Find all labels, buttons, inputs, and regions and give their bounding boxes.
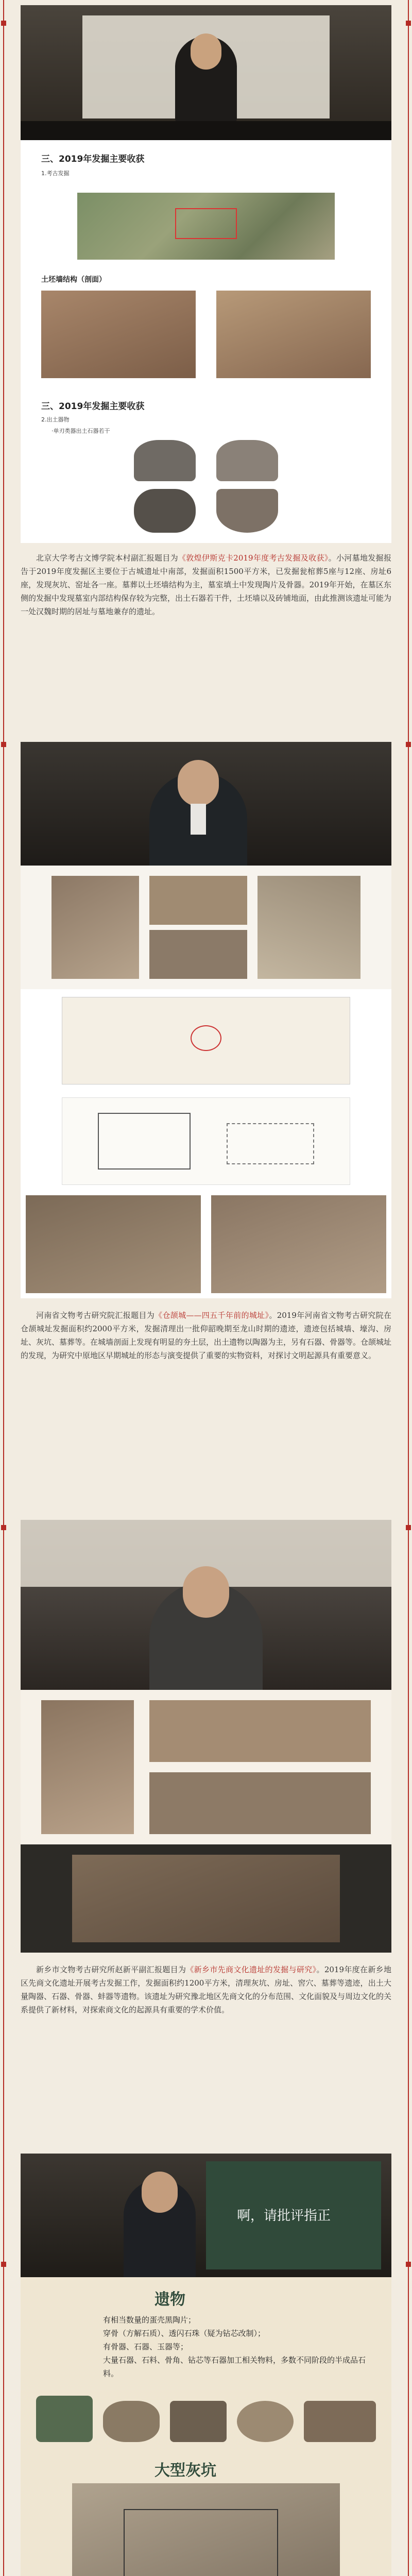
speaker-text: 赵新平副汇报题目为 [115, 1965, 186, 1974]
slide-excavation-photos [21, 866, 391, 989]
relics-bullet: 有骨器、石器、玉器等； [103, 2342, 188, 2351]
frame-ornament [1, 2262, 6, 2267]
frame-ornament [406, 21, 411, 26]
site-map [21, 989, 391, 1092]
aerial-photo [21, 188, 391, 265]
slide-title: 三、2019年发掘主要收获 [41, 154, 145, 164]
text-lead: 河南省文物考古研究院 [36, 1311, 115, 1320]
report-title: 《敦煌伊斯克卡2019年度考古发掘及收获》 [178, 553, 329, 563]
slide-relics [21, 2277, 391, 2452]
site-plan [21, 1092, 391, 1190]
frame-ornament [406, 742, 411, 747]
report-title: 《新乡市先商文化遗址的发掘与研究》 [186, 1965, 317, 1974]
text-lead: 北京大学考古文博学院 [36, 553, 115, 563]
frame-ornament [1, 742, 6, 747]
speaker-photo-3 [21, 1520, 391, 1690]
speaker-photo-2 [21, 742, 391, 866]
relics-bullet: 有相当数量的蛋壳黑陶片； [103, 2315, 196, 2325]
frame-ornament [1, 1525, 6, 1530]
slide-trench-plans [21, 1690, 391, 1844]
frame-ornament [406, 2262, 411, 2267]
speaker-text: 本村副汇报题目为 [115, 553, 178, 563]
pit-photo [21, 1844, 391, 1953]
slide-subtitle: 2.出土器物 [41, 416, 70, 423]
slide-chamber-structure [21, 265, 391, 388]
relics-bullet: 大量石器、石料、骨角、钻芯等石器加工相关物料，多数不同阶段的半成品石料。 [103, 2355, 366, 2378]
frame-ornament [406, 1525, 411, 1530]
slide-artifacts [21, 388, 391, 543]
report-title: 《仓颉城——四五千年前的城址》 [154, 1311, 269, 1320]
paragraph-body: 。2019年度在新乡地区先商文化遗址开展考古发掘工作，发掘面积约1200平方米，清理灰坑、房址、窖穴、墓葬等遗迹，出土大量陶器、石器、骨器、蚌器等遗物。该遗址为研究豫北地区先商文化的分布范围、文化面貌及与周边文化的关系提供了新材料，对探索商文化的起源具有重要的学术价值。 [21, 1965, 392, 2014]
slide-note: ·单刃类器出土石器若干 [52, 428, 110, 434]
slide-title: 三、2019年发掘主要收获 [41, 401, 145, 412]
frame-ornament [1, 21, 6, 26]
text-lead: 新乡市文物考古研究所 [36, 1965, 115, 1974]
speaker-photo-4 [21, 2154, 391, 2277]
chalkboard-text: 啊，请批评指正 [237, 2208, 331, 2224]
relics-list [103, 2313, 371, 2380]
relics-bullet: 穿骨（方解石质）、透闪石珠（疑为钻芯改制）； [103, 2329, 266, 2338]
paragraph-body: 。小河墓地发掘报告于2019年度发掘区主要位于古城遗址中南部，发掘面积1500平方米，已发掘瓮棺葬5座与12座、房址6座，发现灰坑、窑址各一座。墓葬以土坯墙结构为主，墓室填土中发现陶片及骨器。2019年开始，在墓区东侧的发掘中发现墓室内部结构保存较为完整，出土石器若干件，土坯墙以及砖铺地面，由此推测该遗址可能为一处汉魏时期的居址与墓地兼存的遗址。 [21, 553, 392, 616]
paragraph-3 [21, 1963, 391, 2016]
speaker-text: 汇报题目为 [115, 1311, 155, 1320]
paragraph-body: 。2019年河南省文物考古研究院在仓颉城址发掘面积约2000平方米，发掘清理出一批仰韶晚期至龙山时期的遗迹，遗迹包括城墙、壕沟、房址、灰坑、墓葬等。在城墙剖面上发现有明显的夯土层，出土遗物以陶器为主，另有石器、骨器等。仓颉城址的发现，为研究中原地区早期城址的形态与演变提供了重要的实物资料，对探讨文明起源具有重要意义。 [21, 1311, 392, 1360]
excavation-trench-photos [21, 1190, 391, 1298]
slide-heading: 大型灰坑 [154, 2462, 216, 2480]
slide-large-pit [21, 2452, 391, 2576]
slide-excavation-title [21, 140, 391, 188]
slide-heading: 遗物 [154, 2291, 185, 2309]
paragraph-2 [21, 1309, 391, 1362]
slide-subtitle: 1.考古发掘 [41, 170, 70, 177]
slide-subtitle: 土坯墙结构（剖面） [41, 276, 106, 284]
speaker-photo-1 [21, 5, 391, 140]
paragraph-1 [21, 551, 391, 618]
